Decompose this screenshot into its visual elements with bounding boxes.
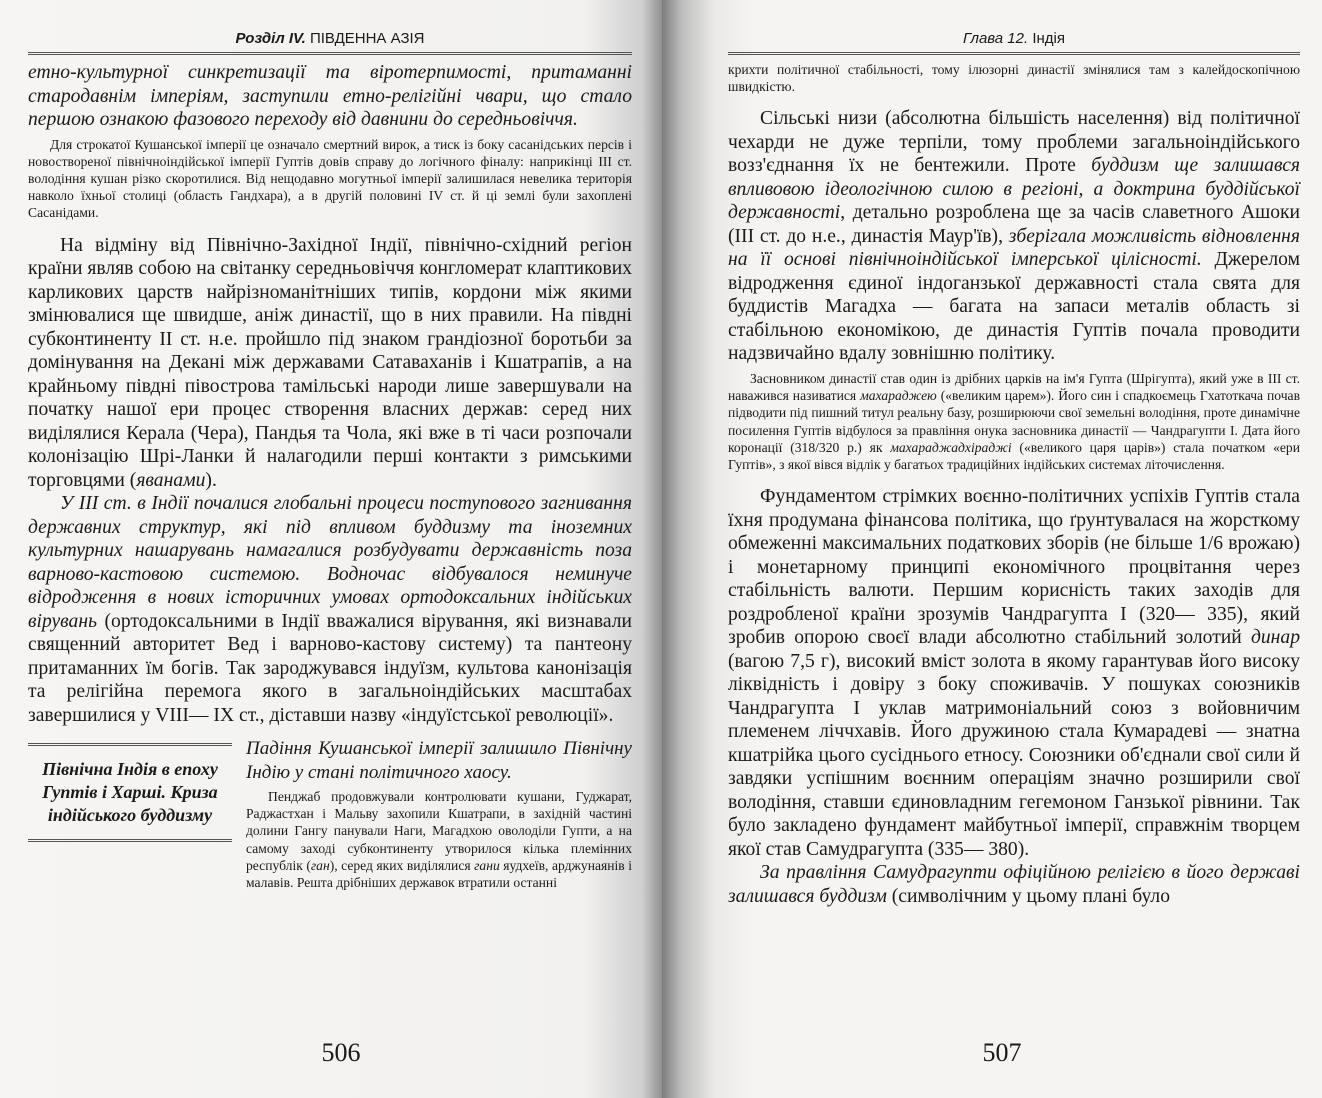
left-paragraph-2: На відміну від Північно-Західної Індії, північно-східний регіон країни являв собою на світанку середньовіччя конгломерат клаптикових карликових царств найрізноманітніших типів, кордони між якими змінювалися ще швидше, аніж династії, що в них правили. На півдні субконтиненту II ст. н.е. пройшло під знаком грандіозної боротьби за домінування на Декані між державами Сатаваханів і Кшатрапів, а на крайньому півдні півострова тамільські народи лише завершували на початку нашої ери процес створення власних держав: серед них виділялися Керала (Чера), Пандья та Чола, які вже в ті часи розпочали колонізацію Шрі-Ланки й налагодили перші контакти з римськими торговцями (яванами). <box>28 234 632 491</box>
left-running-head <box>28 30 632 48</box>
left-paragraph-1: етно-культурної синкретизації та віротерпимості, притаманні стародавнім імперіям, заступили етно-релігійні чвари, що стало першою ознакою фазового переходу від давнини до середньовіччя. <box>28 62 632 130</box>
right-header-rule <box>728 52 1300 55</box>
section-heading-box <box>28 737 232 895</box>
right-small-paragraph-1: Засновником династії став один із дрібних царків на ім'я Гупта (Шрігупта), який уже в III ст. наважився називатися махараджею («великим царем»). Його син і спадкоємець Гхатоткача почав підводити під пишний титул реальну базу, розширюючи свої земельні володіння, проте динамічне посилення Гуптів відбулося за правління онука засновника династії — Чандрагупти I. Дата його коронації (318/320 р.) як махараджадхіраджі («великого царя царів») стала початком «ери Гуптів», з якої вівся відлік у багатьох традиційних індійських системах літочислення. <box>728 370 1300 472</box>
left-small-paragraph-1: Для строкатої Кушанської імперії це означало смертний вирок, а тиск із боку сасанідських персів і новоствореної північноіндійської імперії Гуптів довів справу до логічного фіналу: наприкінці III ст. володіння кушан різко скоротилися. Від нещодавно могутньої імперії залишилася невелика територія навколо їхньої столиці (область Гандхара), а в другій половині IV ст. й ці землі були захоплені Сасанідами. <box>28 136 632 221</box>
left-paragraph-3: У III ст. в Індії почалися глобальні процеси поступового загнивання державних структур, які під впливом буддизму та іноземних культурних нашарувань намагалися розбудувати державність поза варново-кастовою системою. Водночас відбувалося неминуче відродження в нових історичних умовах ортодоксальних індійських вірувань (ортодоксальними в Індії вважалися вірування, які визнавали священний авторитет Вед і варново-кастову систему) та пантеону притаманних їм богів. Так зароджувався індуїзм, культова канонізація та релігійна перемога якого в загальноіндійських масштабах завершилися у VIII— IX ст., діставши назву «індуїстської революції». <box>28 493 632 726</box>
right-running-head-title: Індія <box>1032 30 1065 47</box>
right-paragraph-3: За правління Самудрагупти офіційною релігією в його державі залишався буддизм (символічним у цьому плані було <box>728 862 1300 907</box>
left-running-head-title: ПІВДЕННА АЗІЯ <box>309 30 425 47</box>
right-paragraph-1: Сільські низи (абсолютна більшість населення) від політичної чехарди не дуже терпіли, тому проблеми загальноіндійського возз'єднання їх не бентежили. Проте буддизм ще залишався впливовою ідеологічною силою в регіоні, а доктрина буддійської державності, детально розроблена ще за часів славетного Ашоки (III ст. до н.е., династія Маур'їв), зберігала можливість відновлення на її основі північноіндійської імперської цілісності. Джерелом відродження єдиної індоганзької державності стала свята для буддистів Магадха — багата на запаси металів область зі стабільною економікою, де династія Гуптів почала проводити надзвичайно вдалу зовнішню політику. <box>728 108 1300 365</box>
section-text <box>246 737 632 895</box>
right-page-number: 507 <box>982 1038 1022 1067</box>
right-running-head-part: Глава 12. <box>962 30 1029 47</box>
right-small-paragraph-top: крихти політичної стабільності, тому ілюзорні династії змінялися там з калейдоскопічною швидкістю. <box>728 62 1300 95</box>
right-running-head <box>728 30 1300 48</box>
section-lead: Падіння Кушанської імперії залишило Північну Індію у стані політичного хаосу. <box>246 738 632 783</box>
left-running-head-part: Розділ IV. <box>235 30 306 47</box>
section-heading: Північна Індія в епоху Гуптів і Харші. Криза індійського буддизму <box>42 759 218 826</box>
right-page <box>662 0 1322 1098</box>
section-block <box>28 737 632 895</box>
right-paragraph-2: Фундаментом стрімких воєнно-політичних успіхів Гуптів стала їхня продумана фінансова політика, що ґрунтувалася на жорсткому обмеженні максимальних податкових зборів (не більше 1/6 врожаю) і монетарному принципі економічного процвітання через стабільність валюти. Першим корисність таких заходів для роздробленої країни зрозумів Чандрагупта I (320— 335), який зробив опорою своєї влади абсолютно стабільний золотий динар (вагою 7,5 г), високий вміст золота в якому гарантував його високу ліквідність і довіру з боку споживачів. У пошуках союзників Чандрагупта I уклав матримоніальний союз з войовничим племенем ліччхавів. Його дружиною стала Кумарадеві — знатна кшатрійка цього сусіднього етносу. Союзники об'єднали свої сили й завдяки успішним воєнним операціям значно розширили свої володіння, ставши єдиновладним гегемоном Ганзької рівнини. Так було закладено фундамент майбутньої імперії, справжнім творцем якої став Самудрагупта (335— 380). <box>728 486 1300 860</box>
left-small-paragraph-2: Пенджаб продовжували контролювати кушани, Гуджарат, Раджастхан і Мальву захопили Кшатрапи, в західній частині долини Гангу панували Наги, Магадхою оволоділи Гупти, а на самому заході субконтиненту утворилося кілька племінних республік (ган), серед яких виділялися гани яудхеїв, арджунаянів і малавів. Решта дрібніших державок втратили останні <box>246 789 632 891</box>
left-page-number: 506 <box>321 1038 361 1067</box>
left-header-rule <box>28 52 632 55</box>
